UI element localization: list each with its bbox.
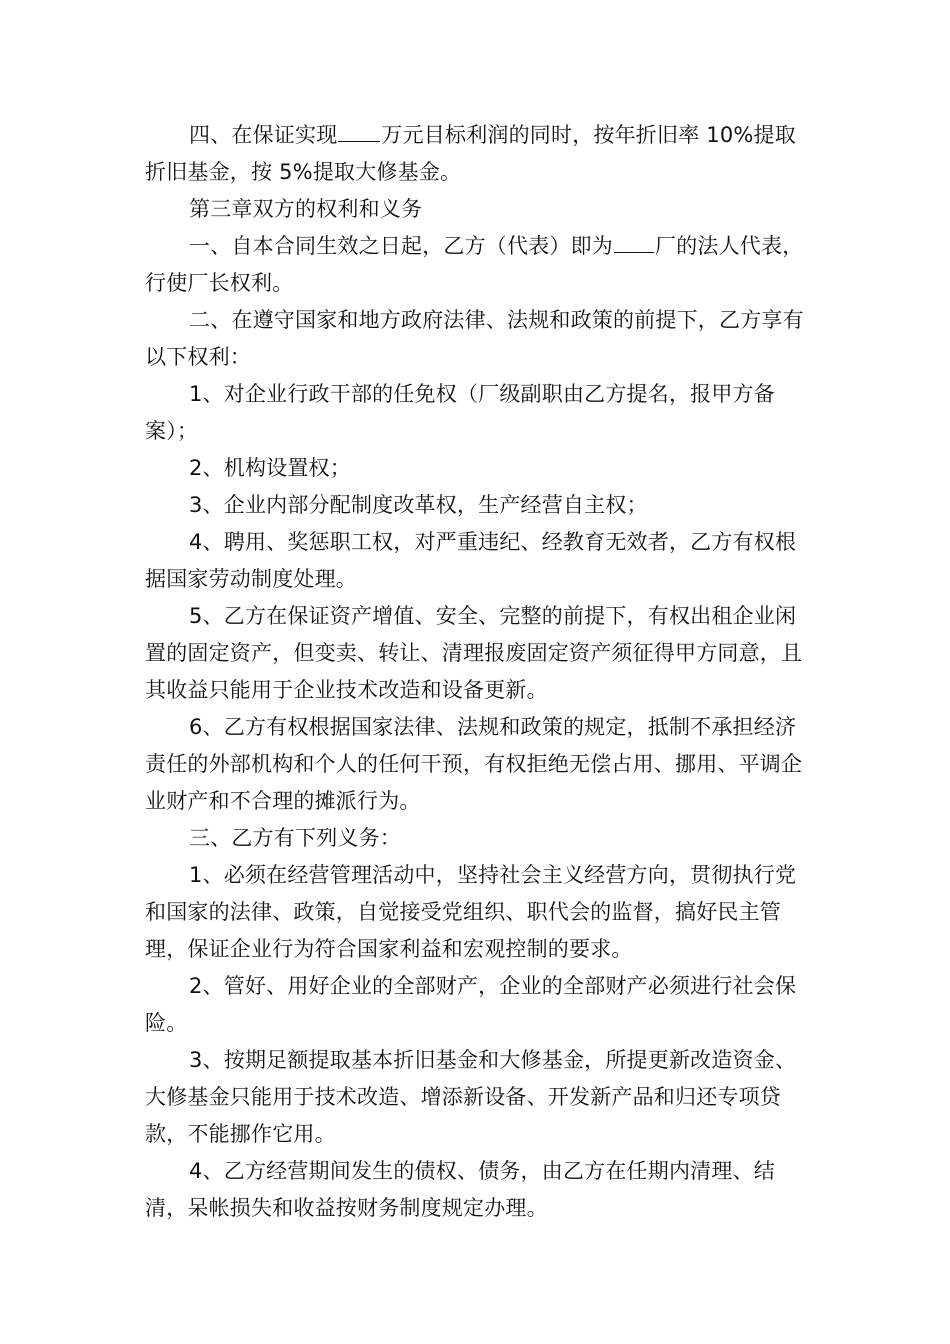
paragraph-duties-intro: 三、乙方有下列义务： [189, 826, 401, 850]
duties-item: 2、管好、用好企业的全部财产，企业的全部财产必须进行社会保险。 [145, 974, 797, 1035]
rights-item: 4、聘用、奖惩职工权，对严重违纪、经教育无效者，乙方有权根据国家劳动制度处理。 [145, 530, 797, 591]
duties-item: 4、乙方经营期间发生的债权、债务，由乙方在任期内清理、结清，呆帐损失和收益按财务制度规定办理。 [145, 1159, 775, 1220]
paragraph-profit-target [145, 117, 807, 191]
paragraph-text: 四、在保证实现 [189, 123, 338, 147]
document-body [145, 117, 807, 1227]
paragraph-text: 厂的法人代表，行使厂长权利。 [145, 234, 804, 295]
paragraph-rights-intro: 二、在遵守国家和地方政府法律、法规和政策的前提下，乙方享有以下权利： [145, 308, 804, 369]
chapter-title: 第三章双方的权利和义务 [189, 197, 423, 221]
fill-in-blank [614, 230, 654, 253]
duties-item: 1、必须在经营管理活动中，坚持社会主义经营方向，贯彻执行党和国家的法律、政策，自觉接受党组织、职代会的监督，搞好民主管理，保证企业行为符合国家利益和宏观控制的要求。 [145, 863, 797, 961]
rights-item: 5、乙方在保证资产增值、安全、完整的前提下，有权出租企业闲置的固定资产，但变卖、转让、清理报废固定资产须征得甲方同意，且其收益只能用于企业技术改造和设备更新。 [145, 604, 803, 702]
rights-item: 2、机构设置权； [189, 456, 351, 480]
paragraph-text: 一、自本合同生效之日起，乙方（代表）即为 [189, 234, 613, 258]
rights-item: 6、乙方有权根据国家法律、法规和政策的规定，抵制不承担经济责任的外部机构和个人的任何干预，有权拒绝无偿占用、挪用、平调企业财产和不合理的摊派行为。 [145, 715, 803, 813]
fill-in-blank [338, 119, 380, 142]
paragraph-text: 万元目标利润的同时，按年折旧率 10%提取折旧基金，按 5%提取大修基金。 [145, 123, 796, 184]
duties-item: 3、按期足额提取基本折旧基金和大修基金，所提更新改造资金、大修基金只能用于技术改造、增添新设备、开发新产品和归还专项贷款，不能挪作它用。 [145, 1048, 797, 1146]
rights-item: 1、对企业行政干部的任免权（厂级副职由乙方提名，报甲方备案）； [145, 382, 775, 443]
rights-item: 3、企业内部分配制度改革权，生产经营自主权； [189, 493, 648, 517]
paragraph-legal-representative [145, 228, 807, 302]
